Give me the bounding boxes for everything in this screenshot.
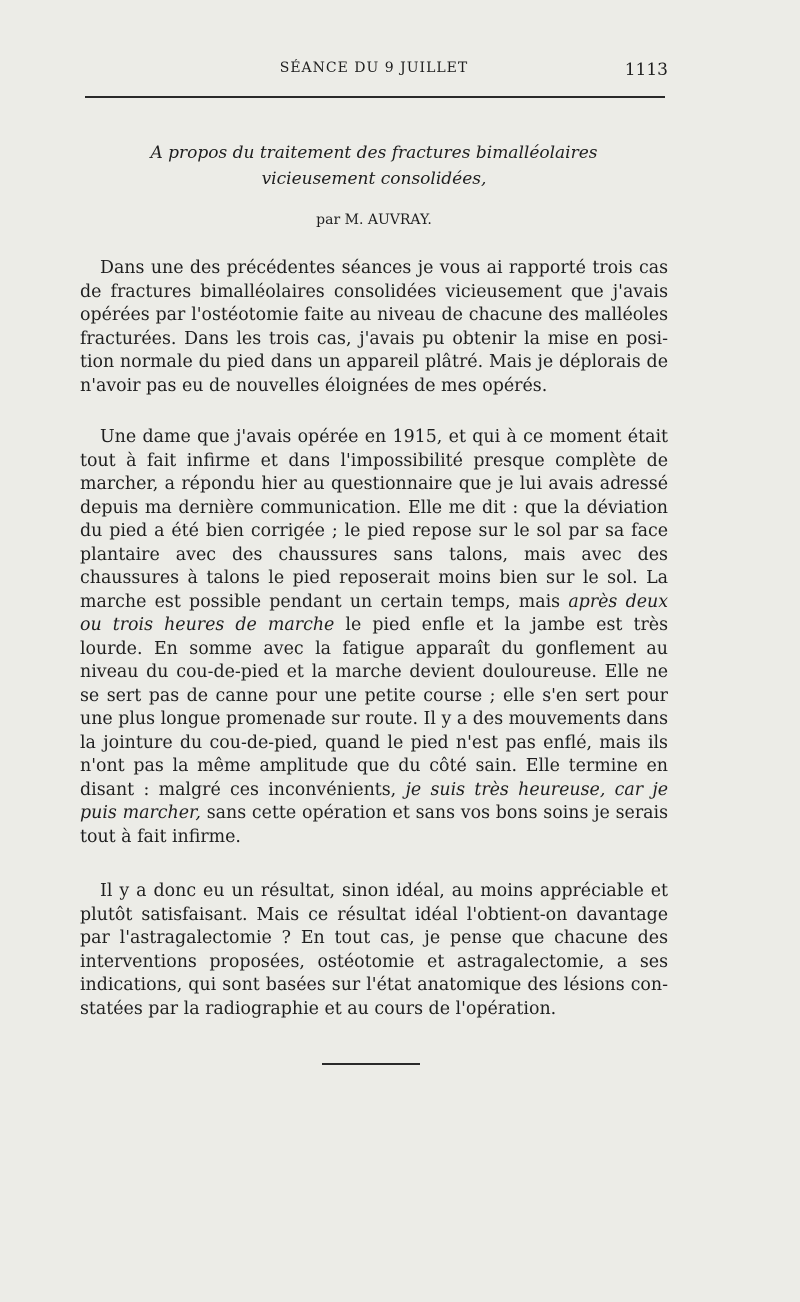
running-head <box>80 60 668 84</box>
running-title: SÉANCE DU 9 JUILLET <box>279 60 469 76</box>
header-rule <box>85 96 665 98</box>
paragraph-2-text-c: sans cette opération et sans vos bons soins je serais tout à fait infirme. <box>80 803 669 847</box>
paragraph-2-text-a: Une dame que j'avais opérée en 1915, et qui à ce moment était tout à fait infirme et dans l'impossibilité presque complète de marcher, a répondu hier au questionnaire que je lui avais adressé depuis ma dernière communication. Elle me dit : que la déviation du pied a été bien corrigée ; le pied repose sur le sol par sa face plantaire avec des chaussures sans talons, mais avec des chaussures à talons le pied reposerait moins bien sur le sol. La marche est possible pendant un certain temps, mais <box>80 427 668 612</box>
paragraph-2-italic-2: je suis très heureuse, car je puis marcher, <box>80 779 669 823</box>
paragraph-2-text-b: le pied enfle et la jambe est très lourde. En somme avec la fatigue apparaît du gonflement au niveau du cou-de-pied et la marche devient douloureuse. Elle ne se sert pas de canne pour une petite course ; elle s'en sert pour une plus longue promenade sur route. Il y a des mouvements dans la jointure du cou-de-pied, quand le pied n'est pas enflé, mais ils n'ont pas la même amplitude que du côté sain. Elle termine en disant : malgré ces inconvénients, <box>80 615 668 800</box>
paragraph-2-italic-1: après deux ou trois heures de marche <box>80 591 669 635</box>
article-title-line-1: A propos du traitement des fractures bimalléolaires <box>150 143 598 163</box>
paragraph-3: Il y a donc eu un résultat, sinon idéal, au moins appréciable et plutôt satisfaisant. Mais ce résultat idéal l'obtient-on davantage par l'astragalectomie ? En tout cas, je pense que chacune des interventions proposées, ostéotomie et astragalectomie, a ses indications, qui sont basées sur l'état anatomique des lésions constatées par la radiographie et au cours de l'opération. <box>80 881 668 1019</box>
article-title <box>80 140 668 192</box>
article-author: par M. AUVRAY. <box>316 212 432 228</box>
page-number: 1113 <box>624 60 668 80</box>
article-title-line-2: vicieusement consolidées, <box>261 169 487 189</box>
paragraph-2 <box>80 426 668 849</box>
paragraph-1: Dans une des précédentes séances je vous ai rapporté trois cas de fractures bimalléolaires consolidées vicieusement que j'avais opérées par l'ostéotomie faite au niveau de chacune des malléoles fracturées. Dans les trois cas, j'avais pu obtenir la mise en position normale du pied dans un appareil plâtré. Mais je déplorais de n'avoir pas eu de nouvelles éloignées de mes opérés. <box>80 258 668 396</box>
end-rule <box>322 1063 420 1065</box>
